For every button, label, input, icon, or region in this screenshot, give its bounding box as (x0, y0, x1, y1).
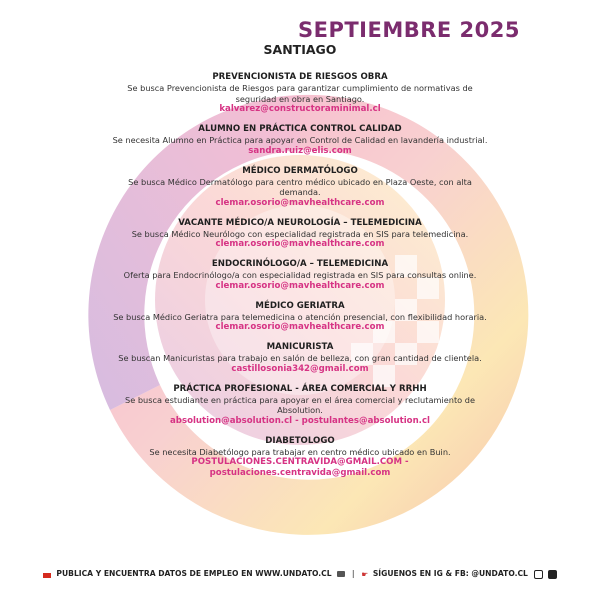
job-title: DIABETOLOGO (265, 435, 335, 446)
job-description: demanda. (279, 187, 321, 197)
job-description: Oferta para Endocrinólogo/a con especialidad registrada en SIS para consultas online. (123, 270, 477, 280)
chile-flag-icon (43, 571, 51, 578)
footer-website-text[interactable]: PUBLICA Y ENCUENTRA DATOS DE EMPLEO EN WWW.UNDATO.CL (56, 569, 332, 578)
job-email-link[interactable]: clemar.osorio@mavhealthcare.com (215, 280, 385, 291)
job-list (110, 72, 490, 488)
job-description: Se busca Prevencionista de Riesgos para garantizar cumplimiento de normativas de (127, 83, 473, 93)
footer-social-text[interactable]: SÍGUENOS EN IG & FB: @UNDATO.CL (372, 569, 528, 578)
job-entry (110, 384, 490, 427)
job-entry (110, 301, 490, 334)
job-description: Se necesita Diabetólogo para trabajar en centro médico ubicado en Buin. (149, 446, 451, 457)
job-description: Absolution. (277, 405, 323, 415)
job-title: MÉDICO DERMATÓLOGO (242, 165, 358, 176)
job-email-link[interactable]: postulaciones.centravida@gmail.com (209, 468, 391, 478)
job-email-link[interactable]: clemar.osorio@mavhealthcare.com (215, 197, 385, 208)
job-description: Se busca estudiante en práctica para apoyar en el área comercial y reclutamiento de (125, 394, 475, 405)
job-description: Se busca Médico Neurólogo con especialidad registrada en SIS para telemedicina. (131, 228, 469, 239)
job-email-link[interactable]: clemar.osorio@mavhealthcare.com (215, 239, 385, 249)
job-email-link[interactable]: kalvarez@constructoraminimal.cl (219, 104, 381, 114)
job-entry (110, 436, 490, 480)
instagram-icon[interactable] (534, 570, 543, 579)
job-entry (110, 124, 490, 157)
job-description: Se necesita Alumno en Práctica para apoyar en Control de Calidad en lavandería industrial. (112, 135, 488, 145)
job-entry (110, 218, 490, 251)
job-entry (110, 72, 490, 115)
pointing-hand-icon: ☛ (361, 569, 369, 579)
footer-bar (0, 569, 600, 579)
job-title: MÉDICO GERIATRA (255, 300, 345, 311)
month-title: SEPTIEMBRE 2025 (297, 18, 520, 42)
job-title: MANICURISTA (266, 342, 334, 352)
job-email-link[interactable]: castillosonia342@gmail.com (231, 363, 369, 374)
job-description: Se busca Médico Dermatólogo para centro médico ubicado en Plaza Oeste, con alta (128, 176, 472, 187)
facebook-icon[interactable] (548, 570, 557, 579)
footer-divider: | (351, 569, 355, 578)
briefcase-icon (337, 571, 345, 577)
job-description: seguridad en obra en Santiago. (235, 93, 365, 104)
job-title: ENDOCRINÓLOGO/A – TELEMEDICINA (211, 259, 389, 269)
job-description: Se busca Médico Geriatra para telemedicina o atención presencial, con flexibilidad horaria. (113, 311, 487, 322)
job-description: Se buscan Manicuristas para trabajo en salón de belleza, con gran cantidad de clientela. (118, 353, 482, 363)
job-entry (110, 259, 490, 292)
job-title: PREVENCIONISTA DE RIESGOS OBRA (212, 72, 388, 82)
job-email-link[interactable]: sandra.ruiz@elis.com (248, 145, 352, 156)
job-email-link[interactable]: absolution@absolution.cl - postulantes@absolution.cl (170, 415, 430, 426)
job-title: VACANTE MÉDICO/A NEUROLOGÍA – TELEMEDICINA (178, 217, 422, 228)
job-title: PRÁCTICA PROFESIONAL - ÁREA COMERCIAL Y RRHH (173, 383, 427, 394)
job-entry (110, 342, 490, 375)
city-heading: SANTIAGO (263, 42, 337, 57)
job-email-link[interactable]: POSTULACIONES.CENTRAVIDA@GMAIL.COM - (191, 457, 409, 467)
job-email-link[interactable]: clemar.osorio@mavhealthcare.com (215, 322, 385, 332)
job-entry (110, 166, 490, 209)
job-title: ALUMNO EN PRÁCTICA CONTROL CALIDAD (198, 124, 402, 134)
